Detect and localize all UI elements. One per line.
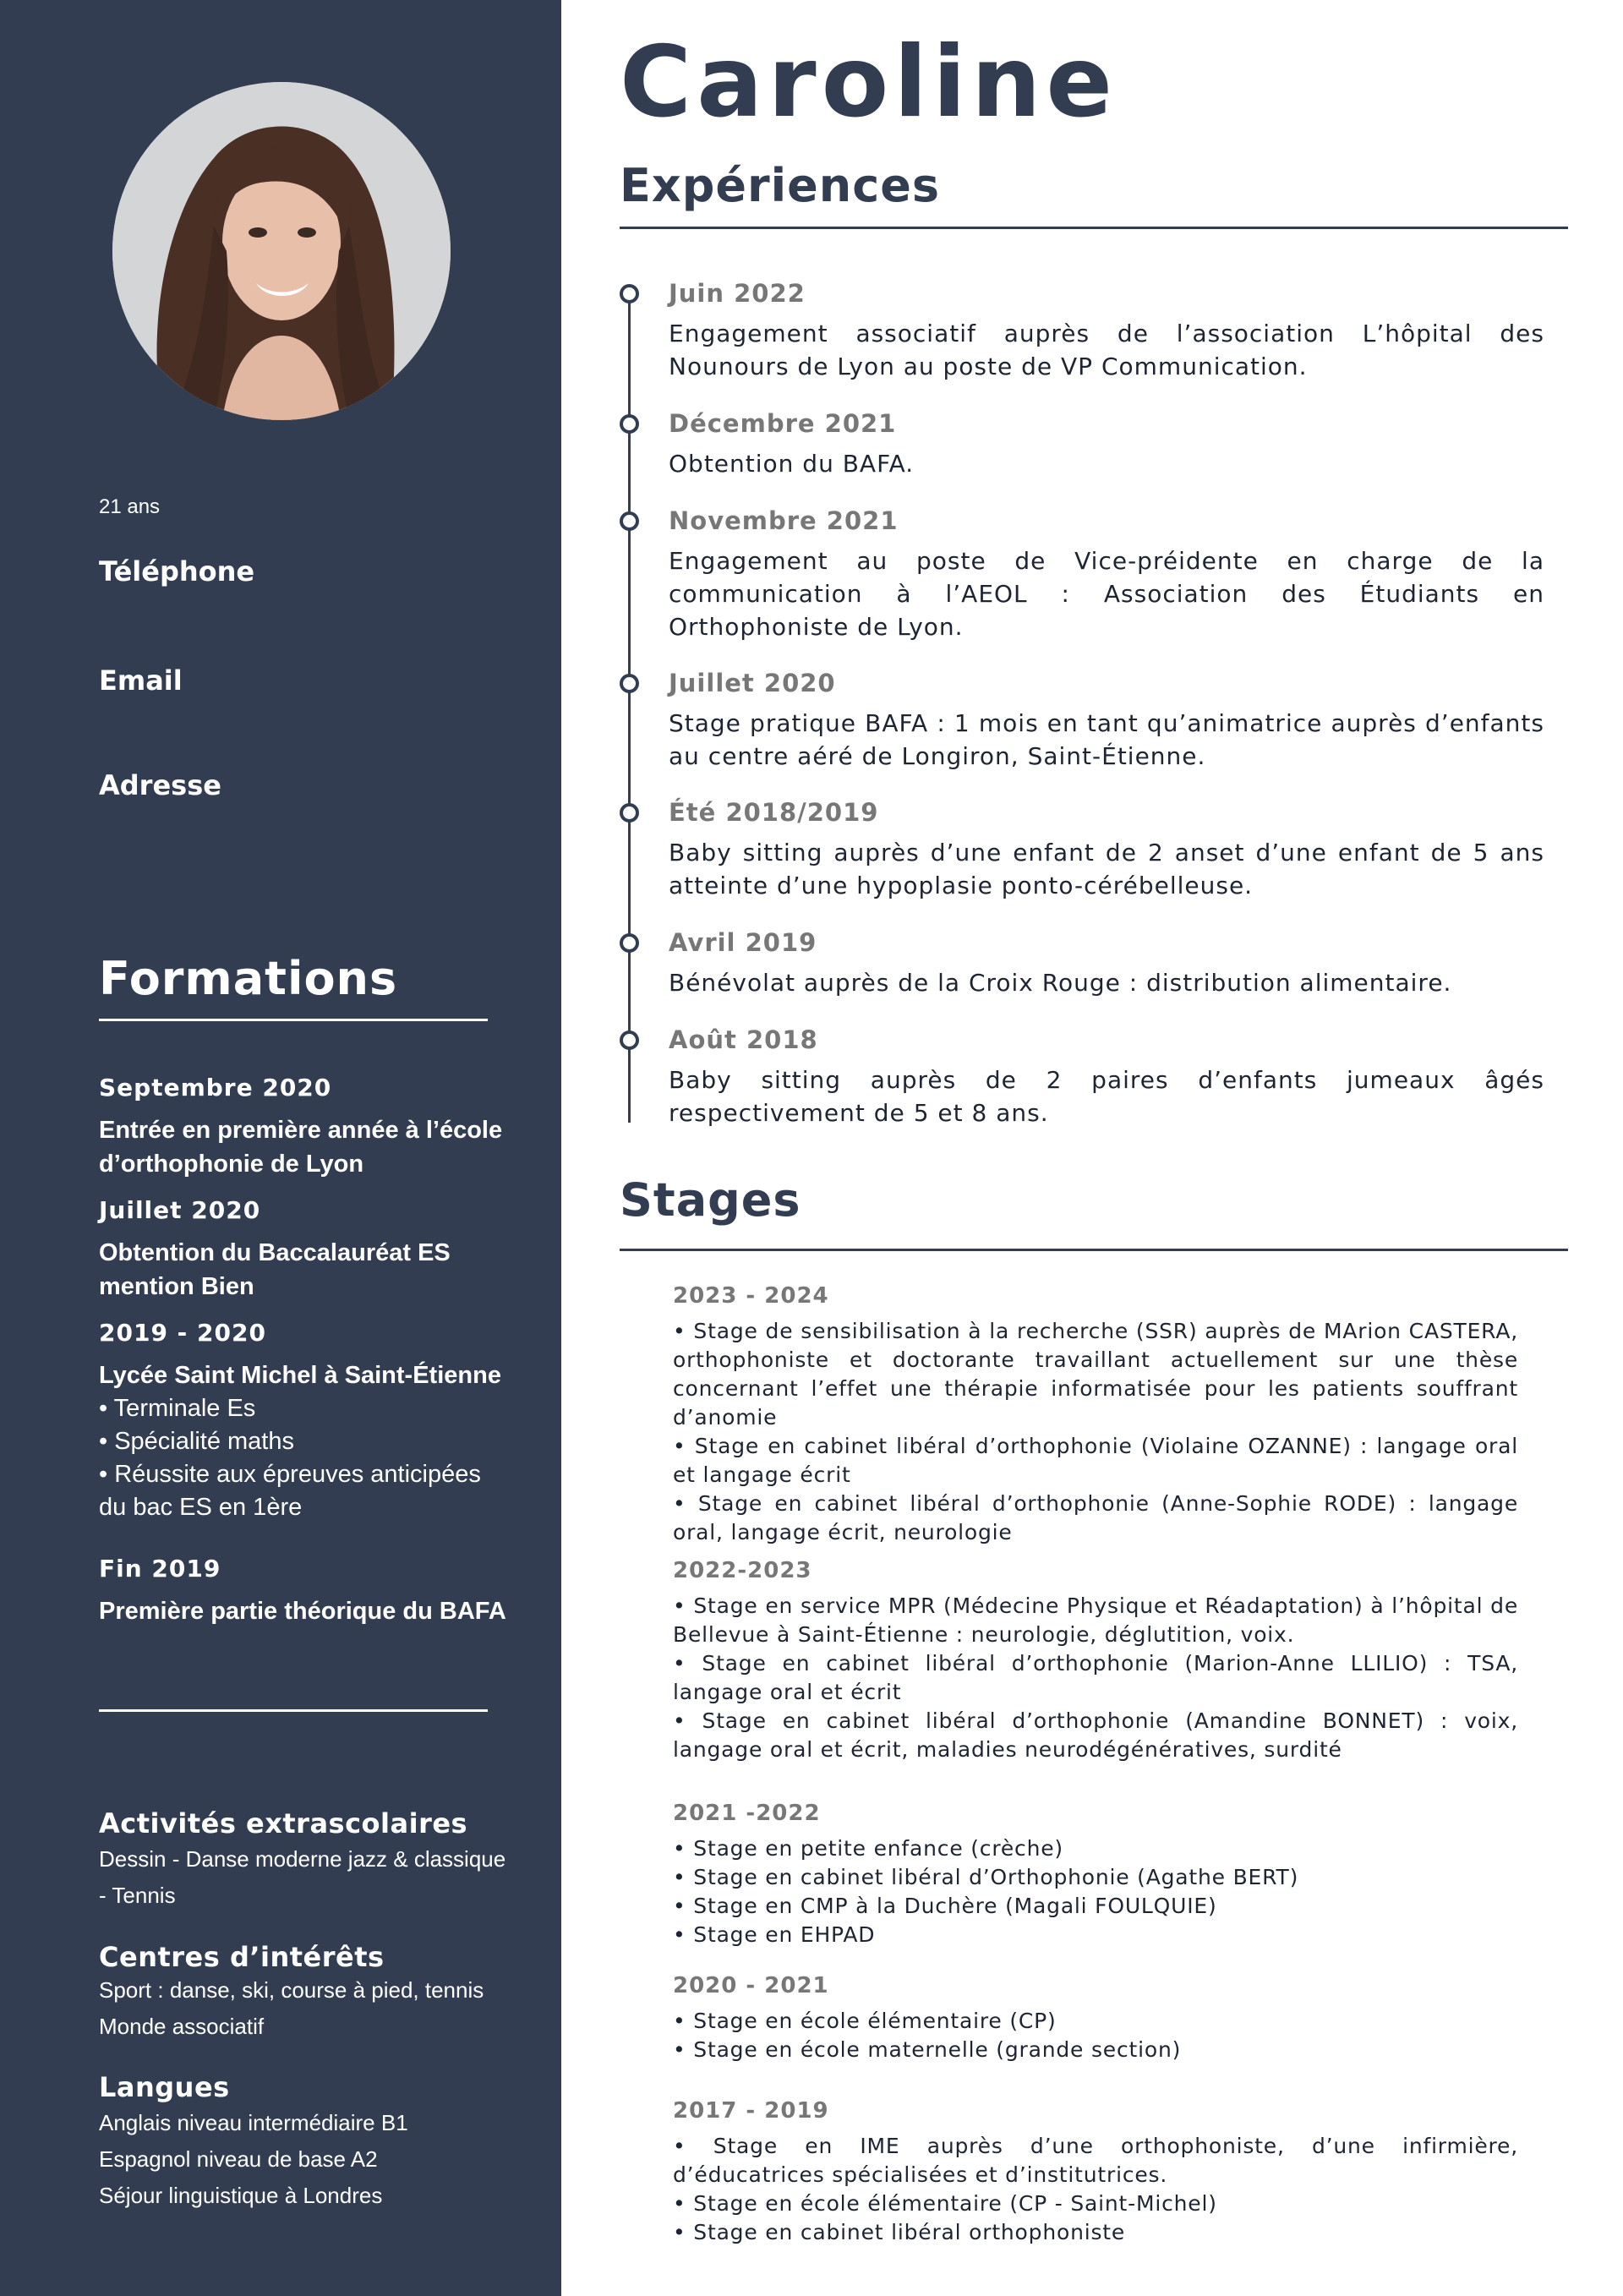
language-line: Anglais niveau intermédiaire B1 — [99, 2110, 408, 2135]
experience-text: Stage pratique BAFA : 1 mois en tant qu’animatrice auprès d’enfants au centre aéré de Longiron, Saint-Étienne. — [669, 709, 1544, 770]
profile-photo — [112, 82, 451, 420]
formation-detail: • Spécialité maths — [99, 1428, 294, 1455]
languages-title: Langues — [99, 2071, 230, 2103]
formations-heading: Formations — [99, 952, 398, 1005]
interests-line: Monde associatif — [99, 2014, 265, 2039]
timeline-dot — [620, 1030, 639, 1050]
formation-title: Première partie théorique du BAFA — [99, 1598, 506, 1625]
stages-heading: Stages — [620, 1173, 801, 1227]
stage-item: • Stage en service MPR (Médecine Physique et Réadaptation) à l’hôpital de Bellevue à Saint-Étienne : neurologie, déglutition, voix. — [673, 1594, 1518, 1647]
experience-date: Août 2018 — [669, 1025, 818, 1054]
formation-title: Entrée en première année à l’école d’orthophonie de Lyon — [99, 1117, 503, 1178]
experience-date: Juin 2022 — [669, 279, 806, 308]
stage-item: • Stage en cabinet libéral d’orthophonie (Anne-Sophie RODE) : langage oral, langage écrit, neurologie — [673, 1491, 1518, 1544]
language-line: Espagnol niveau de base A2 — [99, 2146, 378, 2172]
stage-block — [673, 1801, 1518, 1949]
formations-divider — [99, 1019, 488, 1021]
stage-item: • Stage en école élémentaire (CP) — [673, 2009, 1057, 2033]
stage-block — [673, 1283, 1518, 1547]
timeline-dot — [620, 674, 639, 693]
experience-timeline — [620, 279, 1566, 1141]
stage-block — [673, 1558, 1518, 1764]
formation-detail: • Terminale Es — [99, 1395, 256, 1422]
experience-text: Baby sitting auprès de 2 paires d’enfants jumeaux âgés respectivement de 5 et 8 ans. — [669, 1066, 1544, 1127]
experience-date: Juillet 2020 — [669, 669, 836, 697]
email-label: Email — [99, 664, 183, 697]
timeline-dot — [620, 511, 639, 531]
formation-date: Septembre 2020 — [99, 1074, 332, 1102]
stage-year: 2022-2023 — [673, 1558, 812, 1583]
phone-label: Téléphone — [99, 555, 255, 588]
language-line: Séjour linguistique à Londres — [99, 2183, 383, 2208]
stage-item: • Stage en cabinet libéral d’orthophonie (Amandine BONNET) : voix, langage oral et écrit, maladies neurodégénératives, surdité — [673, 1708, 1518, 1762]
stage-year: 2023 - 2024 — [673, 1283, 829, 1309]
stage-block — [673, 2098, 1518, 2247]
formation-date: Fin 2019 — [99, 1555, 221, 1583]
activities-title: Activités extrascolaires — [99, 1807, 468, 1840]
formation-date: 2019 - 2020 — [99, 1319, 266, 1347]
stage-item: • Stage en CMP à la Duchère (Magali FOULQUIE) — [673, 1894, 1217, 1918]
activities-text: Dessin - Danse moderne jazz & classique - Tennis — [99, 1846, 506, 1908]
timeline-dot — [620, 414, 639, 434]
formation-entry — [99, 1555, 513, 1628]
formation-entry — [99, 1196, 513, 1304]
section-divider — [99, 1709, 488, 1712]
timeline-dot — [620, 933, 639, 953]
experience-date: Avril 2019 — [669, 928, 817, 957]
formation-title: Obtention du Baccalauréat ES mention Bien — [99, 1239, 451, 1300]
stage-year: 2020 - 2021 — [673, 1973, 829, 1998]
formation-date: Juillet 2020 — [99, 1196, 261, 1224]
address-label: Adresse — [99, 769, 221, 801]
experience-text: Bénévolat auprès de la Croix Rouge : distribution alimentaire. — [669, 969, 1452, 997]
stage-year: 2017 - 2019 — [673, 2098, 829, 2124]
interests-title: Centres d’intérêts — [99, 1941, 385, 1973]
formation-title: Lycée Saint Michel à Saint-Étienne — [99, 1362, 501, 1389]
interests-line: Sport : danse, ski, course à pied, tennis — [99, 1977, 484, 2003]
stage-item: • Stage en cabinet libéral d’Orthophonie (Agathe BERT) — [673, 1865, 1299, 1889]
candidate-name: Caroline — [620, 25, 1118, 139]
stage-item: • Stage en école maternelle (grande section) — [673, 2037, 1182, 2062]
experience-text: Baby sitting auprès d’une enfant de 2 anset d’une enfant de 5 ans atteinte d’une hypoplasie ponto-cérébelleuse. — [669, 839, 1544, 899]
experiences-divider — [620, 227, 1568, 229]
experience-text: Engagement au poste de Vice-préidente en charge de la communication à l’AEOL : Association des Étudiants en Orthophoniste de Lyon. — [669, 547, 1544, 641]
formation-detail: • Réussite aux épreuves anticipées du bac ES en 1ère — [99, 1461, 481, 1521]
experiences-heading: Expériences — [620, 159, 940, 212]
formation-entry — [99, 1074, 513, 1181]
stage-item: • Stage en école élémentaire (CP - Saint-Michel) — [673, 2191, 1217, 2216]
stage-block — [673, 1973, 1518, 2064]
experience-text: Obtention du BAFA. — [669, 450, 915, 478]
stage-item: • Stage en IME auprès d’une orthophoniste, d’une infirmière, d’éducatrices spécialisées et d’institutrices. — [673, 2134, 1518, 2187]
portrait-illustration — [112, 82, 451, 420]
stage-item: • Stage en EHPAD — [673, 1922, 876, 1947]
formations-list — [99, 1074, 513, 1643]
experience-date: Novembre 2021 — [669, 506, 899, 535]
timeline-dot — [620, 284, 639, 303]
experience-text: Engagement associatif auprès de l’association L’hôpital des Nounours de Lyon au poste de VP Communication. — [669, 320, 1544, 380]
stage-item: • Stage de sensibilisation à la recherche (SSR) auprès de MArion CASTERA, orthophoniste et doctorante travaillant actuellement sur une thèse concernant l’effet une thérapie informatisée pour les patients souffrant d’anomie — [673, 1319, 1518, 1430]
stage-item: • Stage en cabinet libéral d’orthophonie (Marion-Anne LLILIO) : TSA, langage oral et écrit — [673, 1651, 1518, 1704]
formation-entry — [99, 1319, 513, 1524]
age: 21 ans — [99, 495, 161, 518]
timeline-dot — [620, 803, 639, 823]
stages-divider — [620, 1249, 1568, 1251]
stage-item: • Stage en cabinet libéral d’orthophonie (Violaine OZANNE) : langage oral et langage écrit — [673, 1434, 1518, 1487]
sidebar — [0, 0, 561, 2296]
stage-year: 2021 -2022 — [673, 1801, 821, 1826]
experience-date: Décembre 2021 — [669, 409, 897, 438]
stage-item: • Stage en petite enfance (crèche) — [673, 1836, 1063, 1861]
experience-date: Été 2018/2019 — [669, 798, 879, 827]
stage-item: • Stage en cabinet libéral orthophoniste — [673, 2220, 1126, 2244]
